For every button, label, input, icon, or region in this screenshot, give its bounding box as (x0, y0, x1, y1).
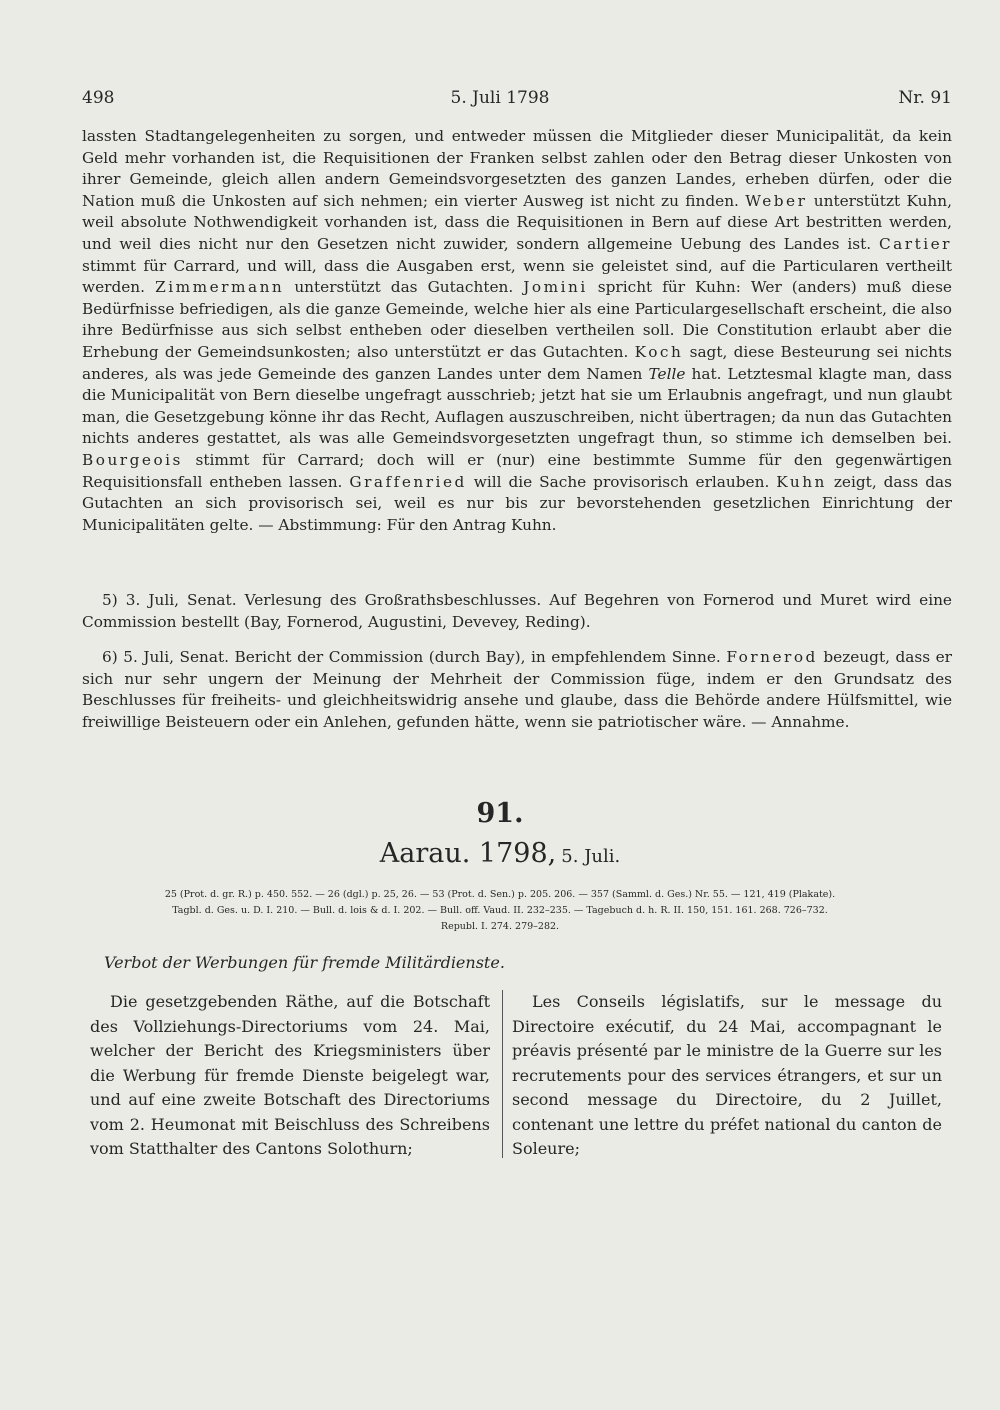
place-year: Aarau. 1798, (379, 838, 557, 869)
text-segment: hat. Letztesmal klagte man, dass die Municipalität von Bern dieselbe ungefragt ausschrieb; jetzt hat sie um Erlaubnis angefragt, und nun glaubt man, die Gesetzgebung könne ihr das Recht, Auflagen auszuschreiben, nicht übertragen; da nun das Gutachten nichts anderes gestattet, als was alle Gemeindsvorgesetzten ungefragt thun, so stimme ich demselben bei. (82, 364, 952, 448)
paragraph-5: 5) 3. Juli, Senat. Verlesung des Großrathsbeschlusses. Auf Begehren von Fornerod und Muret wird eine Commission bestellt (Bay, Fornerod, Augustini, Devevey, Reding). (82, 591, 952, 631)
speaker-name: Koch (634, 342, 684, 361)
speaker-name: Fornerod (726, 648, 818, 667)
italic-term: Telle (648, 364, 686, 383)
senate-paragraphs (82, 590, 952, 734)
text-segment: spricht für Kuhn: Wer (anders) muß diese Bedürfnisse befriedigen, als die ganze Gemeinde, welche hier als eine Particulargesellschaft erscheint, die also ihre Bedürfnisse aus sich selbst entheben oder dieselben vertheilen soll. Die Constitution erlaubt aber die Erhebung der Gemeindsunkosten; also unterstützt er das Gutachten. (82, 278, 952, 361)
text-segment: zeigt, dass das Gutachten an sich provisorisch sei, weil es nur bis zur bevorstehenden gesetzlichen Einrichtung der Municipalitäten gelte. — Abstimmung: Für den Antrag Kuhn. (82, 472, 952, 534)
french-column: Les Conseils législatifs, sur le message du Directoire exécutif, du 24 Mai, accompagnant le préavis présenté par le ministre de la Guerre sur les recrutements pour des services étrangers, et sur un second message du Directoire, du 2 Juillet, contenant une lettre du préfet national du canton de Soleure; (512, 992, 942, 1158)
speaker-name: Kuhn (776, 472, 827, 491)
text-segment: unterstützt das Gutachten. (284, 278, 514, 297)
speaker-name: Jomini (523, 278, 588, 297)
german-column: Die gesetzgebenden Räthe, auf die Botschaft des Vollziehungs-Directoriums vom 24. Mai, welcher der Bericht des Kriegsministers über die Werbung für fremde Dienste beigelegt war, und auf eine zweite Botschaft des Directoriums vom 2. Heumonat mit Beischluss des Schreibens vom Statthalter des Cantons Solothurn; (90, 992, 490, 1158)
heading-date: 5. Juli. (561, 846, 621, 867)
source-line: 25 (Prot. d. gr. R.) p. 450. 552. — 26 (dgl.) p. 25, 26. — 53 (Prot. d. Sen.) p. 205. 206. — 357 (Samml. d. Ges.) Nr. 55. — 121, 419 (Plakate). (164, 889, 836, 900)
text-segment: bezeugt, dass er sich nur sehr ungern der Meinung der Mehrheit der Commission füge, indem er den Grundsatz des Beschlusses für freiheits- und gleichheitswidrig ansehe und glaube, dass die Behörde andere Hülfsmittel, wie freiwillige Beisteuern oder ein Anlehen, gefunden hätte, wenn sie patriotischer wäre. — Annahme. (82, 648, 952, 731)
text-segment: 6) 5. Juli, Senat. Bericht der Commission (durch Bay), in empfehlendem Sinne. (102, 648, 727, 667)
text-segment: stimmt für Carrard, und will, dass die Ausgaben erst, wenn sie geleistet sind, auf die Particularen vertheilt werden. (82, 256, 952, 297)
speaker-name: Zimmermann (155, 278, 285, 297)
speaker-name: Cartier (878, 234, 952, 253)
page-number: 498 (82, 88, 115, 108)
running-date: 5. Juli 1798 (450, 88, 550, 108)
text-segment: lassten Stadtangelegenheiten zu sorgen, und entweder müssen die Mitglieder dieser Municipalität, da kein Geld mehr vorhanden ist, die Requisitionen der Franken selbst zahlen oder den Betrag dieser Unkosten von ihrer Gemeinde, gleich allen andern Gemeindsvorgesetzten des ganzen Landes, erheben dürfen, oder die Nation muß die Unkosten auf sich nehmen; ein vierter Ausweg ist nicht zu finden. (82, 127, 952, 210)
speaker-name: Weber (745, 191, 808, 210)
speaker-name: Bourgeois (82, 450, 183, 469)
text-segment: unterstützt Kuhn, weil absolute Nothwendigkeit vorhanden ist, dass die Requisitionen in Bern auf diese Art bestritten werden, und weil dies nicht nur den Gesetzen nicht zuwider, sondern allgemeine Uebung des Landes ist. (82, 191, 952, 253)
section-subtitle: Verbot der Werbungen für fremde Militärdienste. (104, 953, 505, 972)
text-segment: stimmt für Carrard; doch will er (nur) eine bestimmte Summe für den gegenwärtigen Requisitionsfall entheben lassen. (82, 450, 952, 491)
section-number: 91. (476, 798, 524, 829)
continuation-paragraph (82, 126, 952, 536)
source-line: Republ. I. 274. 279–282. (440, 921, 560, 932)
column-divider (502, 990, 503, 1158)
text-segment: sagt, diese Besteurung sei nichts anderes, als was jede Gemeinde des ganzen Landes unter dem Namen (82, 342, 953, 383)
issue-number: Nr. 91 (898, 88, 952, 108)
section-heading (0, 838, 1000, 869)
speaker-name: Graffenried (349, 472, 467, 491)
source-line: Tagbl. d. Ges. u. D. I. 210. — Bull. d. lois & d. I. 202. — Bull. off. Vaud. II. 232–235. — Tagebuch d. h. R. II. 150, 151. 161. 268. 726–732. (172, 905, 828, 916)
paragraph-6 (82, 647, 952, 733)
text-segment: will die Sache provisorisch erlauben. (466, 472, 770, 491)
